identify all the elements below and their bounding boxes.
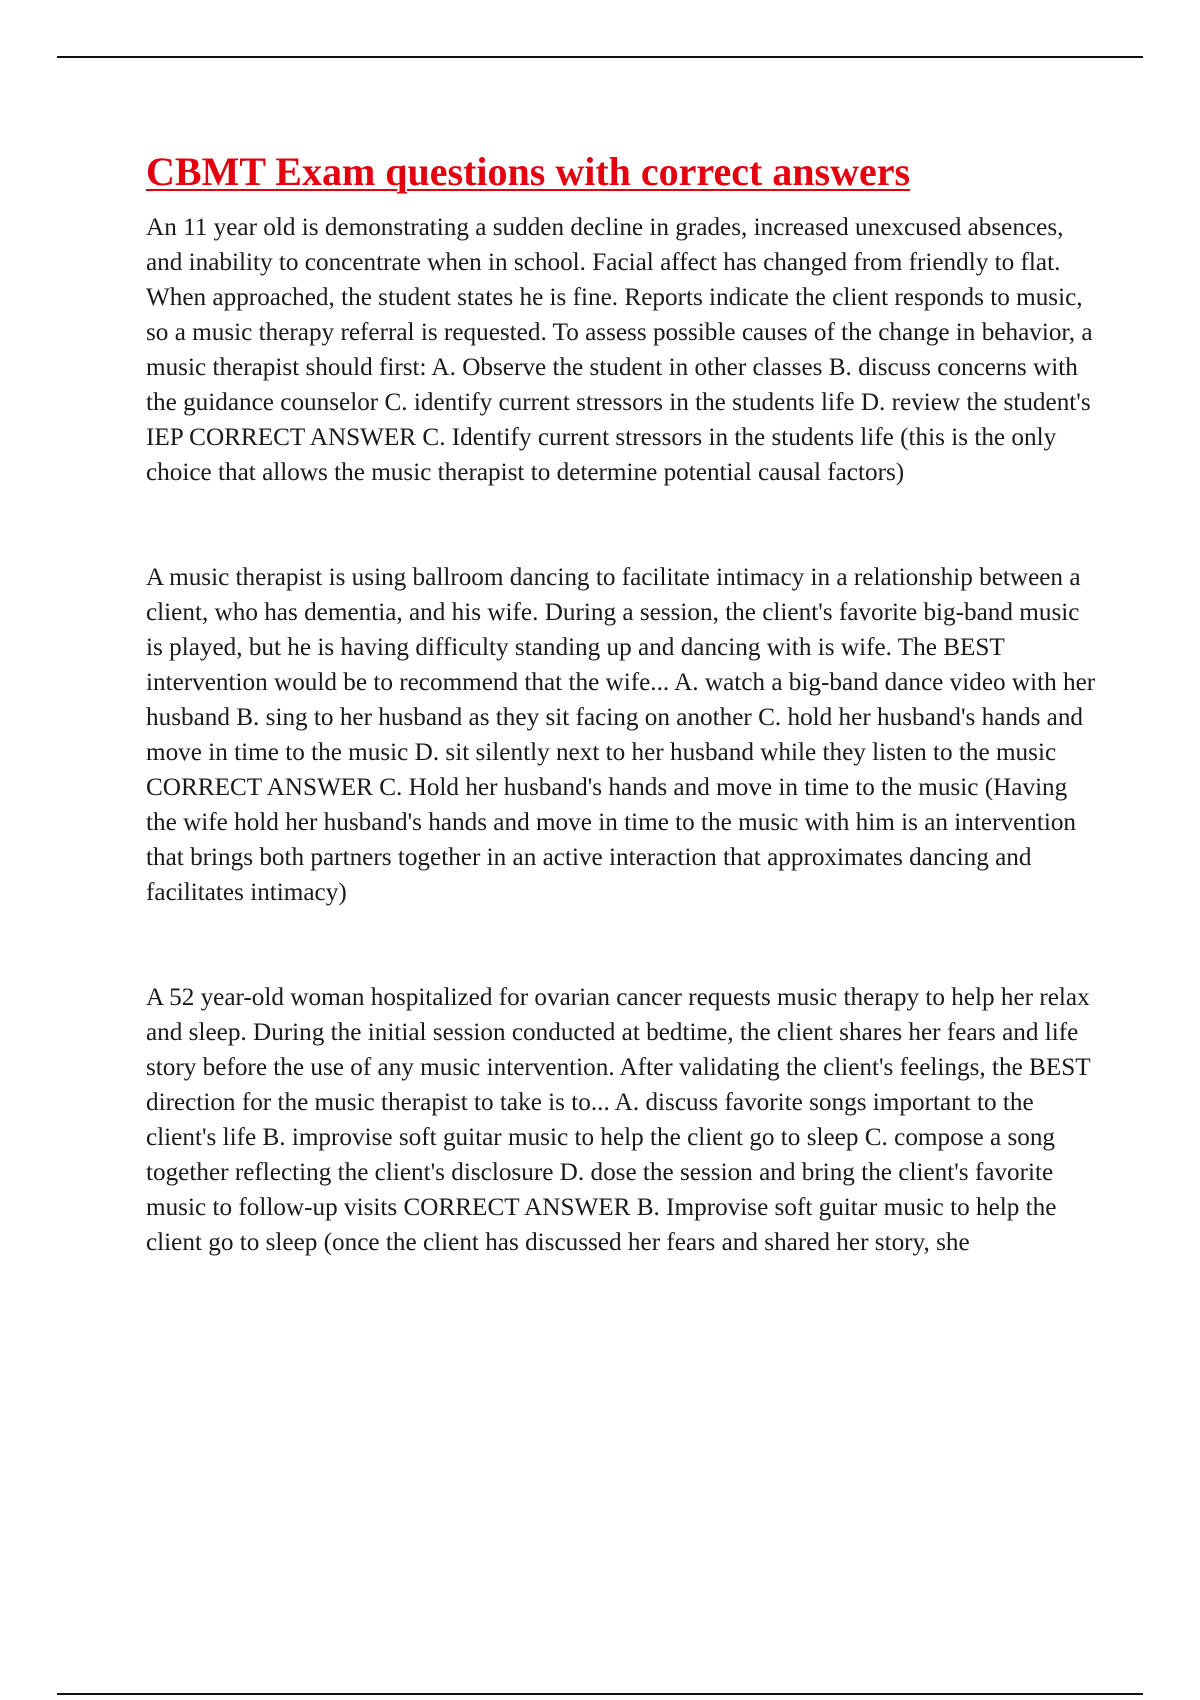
- question-2: A music therapist is using ballroom dancing to facilitate intimacy in a relationship between a client, who has dementia, and his wife. During a session, the client's favorite big-band music is played, but he is having difficulty standing up and dancing with is wife. The BEST intervention would be to recommend that the wife... A. watch a big-band dance video with her husband B. sing to her husband as they sit facing on another C. hold her husband's hands and move in time to the music D. sit silently next to her husband while they listen to the music CORRECT ANSWER C. Hold her husband's hands and move in time to the music (Having the wife hold her husband's hands and move in time to the music with him is an intervention that brings both partners together in an active interaction that approximates dancing and facilitates intimacy): [146, 564, 1096, 906]
- document-body: [146, 146, 1096, 1260]
- question-3: A 52 year-old woman hospitalized for ovarian cancer requests music therapy to help her relax and sleep. During the initial session conducted at bedtime, the client shares her fears and life story before the use of any music intervention. After validating the client's feelings, the BEST direction for the music therapist to take is to... A. discuss favorite songs important to the client's life B. improvise soft guitar music to help the client go to sleep C. compose a song together reflecting the client's disclosure D. dose the session and bring the client's favorite music to follow-up visits CORRECT ANSWER B. Improvise soft guitar music to help the client go to sleep (once the client has discussed her fears and shared her story, she: [146, 984, 1091, 1256]
- footer-rule: [57, 1693, 1143, 1695]
- header-rule: [57, 56, 1143, 58]
- document-title: CBMT Exam questions with correct answers: [146, 149, 911, 194]
- question-1: An 11 year old is demonstrating a sudden decline in grades, increased unexcused absences, and inability to concentrate when in school. Facial affect has changed from friendly to flat. When approached, the student states he is fine. Reports indicate the client responds to music, so a music therapy referral is requested. To assess possible causes of the change in behavior, a music therapist should first: A. Observe the student in other classes B. discuss concerns with the guidance counselor C. identify current stressors in the students life D. review the student's IEP CORRECT ANSWER C. Identify current stressors in the students life (this is the only choice that allows the music therapist to determine potential causal factors): [146, 214, 1093, 486]
